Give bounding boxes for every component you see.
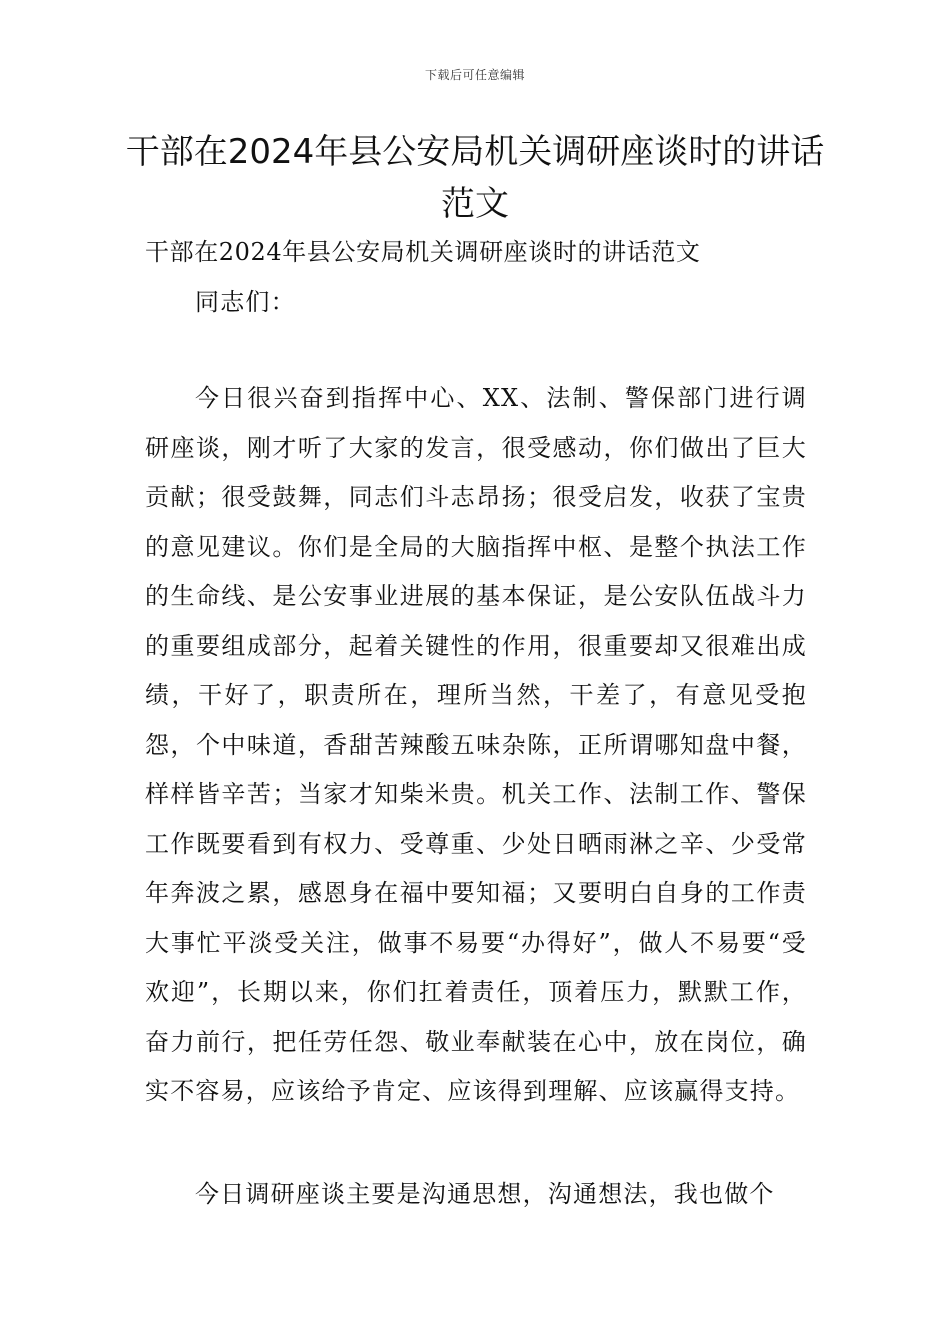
document-subtitle: 干部在2024年县公安局机关调研座谈时的讲话范文 xyxy=(145,238,701,266)
header-note: 下载后可任意编辑 xyxy=(424,68,525,82)
document-title: 干部在2024年县公安局机关调研座谈时的讲话范文 xyxy=(125,132,825,224)
greeting: 同志们： xyxy=(195,288,296,316)
paragraph-2: 今日调研座谈主要是沟通思想，沟通想法，我也做个 xyxy=(195,1180,775,1208)
paragraph-1: 今日很兴奋到指挥中心、XX、法制、警保部门进行调研座谈，刚才听了大家的发言，很受感动，你们做出了巨大贡献；很受鼓舞，同志们斗志昂扬；很受启发，收获了宝贵的意见建议。你们是全局的大脑指挥中枢、是整个执法工作的生命线、是公安事业进展的基本保证，是公安队伍战斗力的重要组成部分，起着关键性的作用，很重要却又很难出成绩，干好了，职责所在，理所当然，干差了，有意见受抱怨，个中味道，香甜苦辣酸五味杂陈，正所谓哪知盘中餐，样样皆辛苦；当家才知柴米贵。机关工作、法制工作、警保工作既要看到有权力、受尊重、少处日晒雨淋之辛、少受常年奔波之累，感恩身在福中要知福；又要明白自身的工作责大事忙平淡受关注，做事不易要“办得好”，做人不易要“受欢迎”，长期以来，你们扛着责任，顶着压力，默默工作，奋力前行，把任劳任怨、敬业奉献装在心中，放在岗位，确实不容易，应该给予肯定、应该得到理解、应该赢得支持。 xyxy=(145,384,807,1105)
